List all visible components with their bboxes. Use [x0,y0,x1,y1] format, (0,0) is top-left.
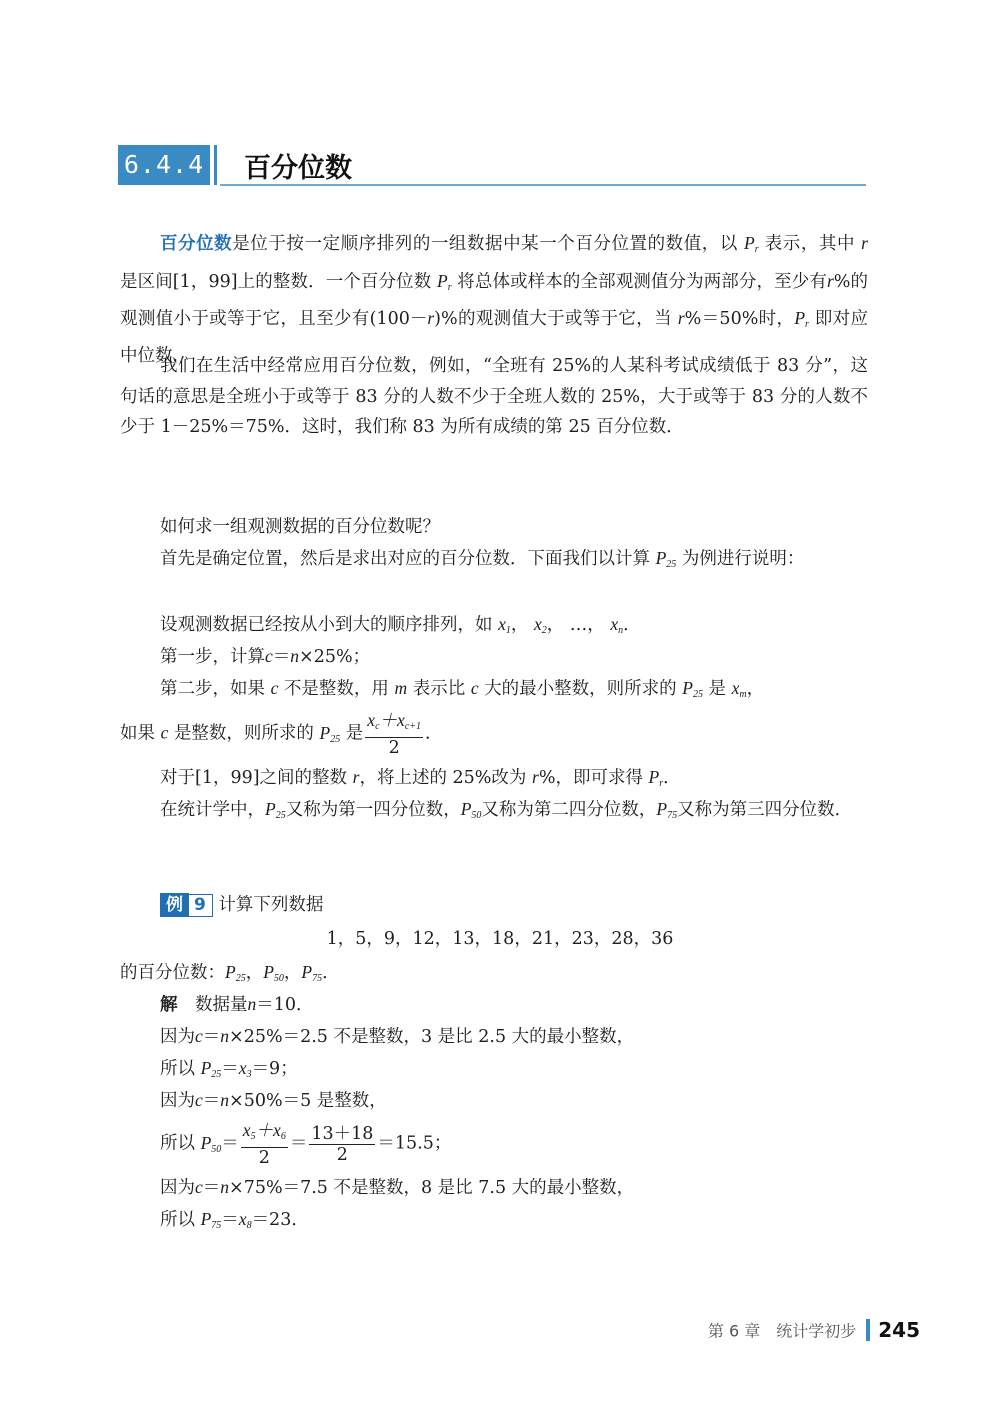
solution-line-5: 所以 $P_{50}=$ $\frac{x_5+x_6}{2}$ ＝ $\frac{13+18}{2}$ ＝15.5； [160,1120,452,1168]
ordered-data-line: 设观测数据已经按从小到大的顺序排列，如 $x_1$， $x_2$， …， $x_n$． [160,614,641,636]
method-intro: 首先是确定位置，然后是求出对应的百分位数．下面我们以计算 $P_{25}$ 为例进行说明： [160,548,805,570]
question-line: 如何求一组观测数据的百分位数呢？ [160,517,440,537]
example-data: 1，5，9，12，13，18，21，23，28，36 [326,929,674,949]
section-title: 百分位数 [244,153,352,184]
section-rule [220,184,866,186]
solution-line-2: 因为c＝n×25%＝2.5 不是整数，3 是比 2.5 大的最小整数， [160,1026,635,1047]
example-heading: 例 9 计算下列数据 [160,890,323,920]
fraction: $\frac{x_5+x_6}{2}$ [242,1120,286,1168]
generalization-line: 对于[1，99]之间的整数 r，将上述的 25%改为 r%，即可求得 $P_r$． [160,767,681,789]
fraction: $\frac{13+18}{2}$ [311,1123,374,1165]
example-tag: 例 [160,893,189,917]
step-one: 第一步，计算c＝n×25%； [160,646,371,667]
example-question: 的百分位数：$P_{25}$，$P_{50}$，$P_{75}$． [120,962,340,984]
example-number: 9 [187,894,213,917]
solution-line-1: 解 数据量n＝10． [160,994,314,1015]
example-paragraph: 我们在生活中经常应用百分位数，例如，“全班有 25%的人某科考试成绩低于 83 分”，这句话的意思是全班小于或等于 83 分的人数不少于全班人数的 25%，大于或等于 83 分的人数不少于 1－25%＝75%．这时，我们称 83 为所有成绩的第 25 百分位数． [120,356,868,437]
section-divider [214,145,217,185]
definition-paragraph: 百分位数是位于按一定顺序排列的一组数据中某一个百分位置的数值，以 $P_r$ 表示，其中 r 是区间[1，99]上的整数．一个百分位数 $P_r$ 将总体或样本的全部观测值分为两部分，至少有r%的观测值小于或等于它，且至少有(100－r)%的观测值大于或等于它，当 r%＝50%时，$P_r$ 即对应中位数． [120,233,869,366]
solution-line-3: 所以 $P_{25}=x_3=9$； [160,1058,298,1080]
section-number: 6.4.4 [118,145,210,185]
page-number: 245 [878,1318,920,1342]
quartile-paragraph: 在统计学中，$P_{25}$又称为第一四分位数，$P_{50}$又称为第二四分位数，$P_{75}$又称为第三四分位数． [160,799,853,821]
step-two-integer-case: 如果 c 是整数，则所求的 $P_{25}$ 是 $\frac{x_c+x_{c+1}}{2}$ ． [120,710,443,758]
solution-line-4: 因为c＝n×50%＝5 是整数， [160,1090,387,1111]
solution-line-6: 因为c＝n×75%＝7.5 不是整数，8 是比 7.5 大的最小整数， [160,1177,635,1198]
term-percentile: 百分位数 [160,234,233,254]
fraction: $\frac{x_c+x_{c+1}}{2}$ [367,710,421,758]
solution-line-7: 所以 $P_{75}=x_8=23$． [160,1209,309,1231]
footer-divider [866,1319,870,1341]
page-footer [708,1318,920,1342]
chapter-label: 第 6 章 统计学初步 [707,1321,857,1341]
step-two: 第二步，如果 c 不是整数，用 m 表示比 c 大的最小整数，则所求的 $P_{25}$ 是 $x_m$， [160,678,765,700]
